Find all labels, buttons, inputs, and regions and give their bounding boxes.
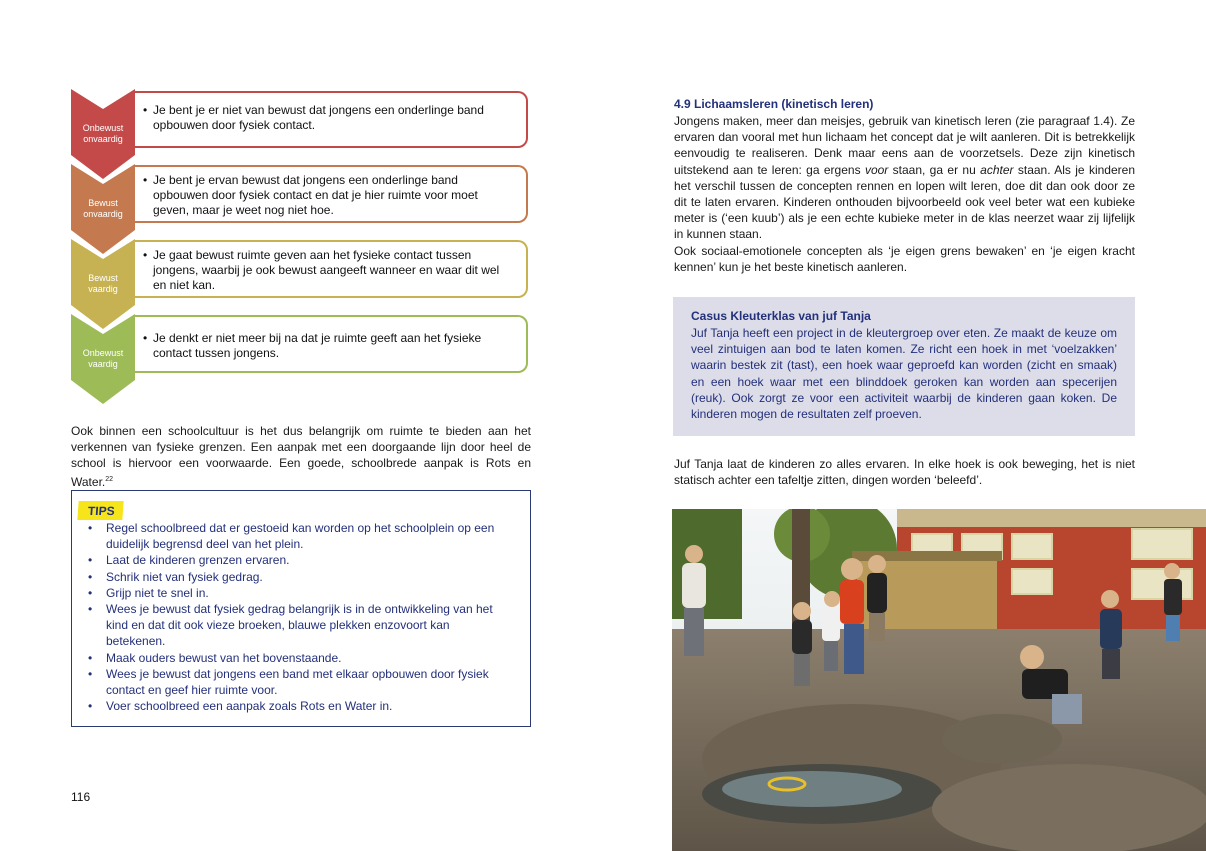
stage-text-1: Je bent je er niet van bewust dat jongens een onderlinge band opbouwen door fysiek contact. <box>153 103 484 132</box>
chevron-label-line2: vaardig <box>88 284 118 294</box>
tip-item: • Wees je bewust dat fysiek gedrag belangrijk is in de ontwikkeling van het kind en dat dit ook vieze broeken, blauwe plekken enzovoort kan betekenen. <box>86 601 512 650</box>
tip-item: • Maak ouders bewust van het bovenstaande. <box>86 650 512 666</box>
tip-item: • Grijp niet te snel in. <box>86 585 512 601</box>
tip-item: • Regel schoolbreed dat er gestoeid kan worden op het schoolplein op een duidelijk begrensd deel van het plein. <box>86 520 512 552</box>
page-number: 116 <box>71 790 91 804</box>
chevron-label-line1: Bewust <box>88 273 118 283</box>
chevron-label-line1: Bewust <box>88 198 118 208</box>
tips-title: TIPS <box>77 501 123 520</box>
section-p1-emphasis-voor: voor <box>864 162 889 177</box>
section-p1-text-b: staan, ga er nu <box>888 162 981 177</box>
tip-item: • Voer schoolbreed een aanpak zoals Rots en Water in. <box>86 698 512 714</box>
tips-box <box>71 490 531 727</box>
section-paragraph-1 <box>674 113 1135 243</box>
bullet: • <box>143 173 148 187</box>
section-heading: 4.9 Lichaamsleren (kinetisch leren) <box>674 97 874 111</box>
bullet: • <box>143 103 148 117</box>
casus-title: Casus Kleuterklas van juf Tanja <box>691 309 871 323</box>
stage-text-2: Je bent je ervan bewust dat jongens een onderlinge band opbouwen door fysiek contact en dat je hier ruimte voor moet geven, maar je weet nog niet hoe. <box>153 173 478 217</box>
stage-chevron-4 <box>71 314 135 404</box>
chevron-label-line2: onvaardig <box>83 209 123 219</box>
stage-box-1 <box>133 91 528 148</box>
tip-item: • Schrik niet van fysiek gedrag. <box>86 569 512 585</box>
chevron-label-line2: vaardig <box>88 359 118 369</box>
left-paragraph-text: Ook binnen een schoolcultuur is het dus belangrijk om ruimte te bieden aan het verkennen van fysieke grenzen. Een aanpak met een doorgaande lijn door heel de school is hiervoor een voorwaarde. Een goede, schoolbrede aanpak is Rots en Water. <box>71 424 531 489</box>
section-paragraph-2: Ook sociaal-emotionele concepten als ‘je eigen grens bewaken’ en ‘je eigen kracht kennen’ kun je het beste kinetisch aanleren. <box>674 244 1135 275</box>
section-p1-emphasis-achter: achter <box>980 162 1014 177</box>
chevron-label-line1: Onbewust <box>82 123 124 133</box>
section-p1-text-a: Jongens maken, meer dan meisjes, gebruik van kinetisch leren (zie paragraaf 1.4). Ze ervaren dan vooral met hun lichaam het concept dat je wilt aanleren. Dit is betrekkelijk eenvoudig te realiseren. Denk maar eens aan de voorzetsels. Deze zijn kinetisch uitstekend aan te leren: ga ergens <box>674 114 1135 177</box>
section-p1-text-c: staan. Als je kinderen het verschil tussen de concepten rennen en lopen wilt leren, doe dit dan ook door ze dit te laten ervaren. Kinderen onthouden bijvoorbeeld ook veel beter wat een kubieke meter is (‘een kuub’) als je een echte kubieke meter in de klas neerzet waar zij lijfelijk in kunnen staan. <box>674 162 1136 242</box>
chevron-label-line2: onvaardig <box>83 134 123 144</box>
stage-box-4 <box>133 315 528 373</box>
bullet: • <box>143 331 148 345</box>
bullet: • <box>143 248 148 262</box>
footnote-ref: 22 <box>105 475 114 483</box>
playground-photo <box>672 509 1206 851</box>
stage-box-2 <box>133 165 528 223</box>
stage-text-4: Je denkt er niet meer bij na dat je ruimte geeft aan het fysieke contact tussen jongens. <box>153 331 482 360</box>
tips-list <box>86 520 512 714</box>
tip-item: • Laat de kinderen grenzen ervaren. <box>86 552 512 568</box>
tip-item: • Wees je bewust dat jongens een band met elkaar opbouwen door fysiek contact en geef hier ruimte voor. <box>86 666 512 698</box>
stage-text-3: Je gaat bewust ruimte geven aan het fysieke contact tussen jongens, waarbij je ook bewust aangeeft wanneer en waar dit wel en niet kan. <box>153 248 500 292</box>
casus-box <box>673 297 1135 436</box>
after-casus-paragraph: Juf Tanja laat de kinderen zo alles ervaren. In elke hoek is ook beweging, het is niet statisch achter een tafeltje zitten, dingen worden ‘beleefd’. <box>674 457 1135 488</box>
left-paragraph <box>71 423 531 490</box>
chevron-label-line1: Onbewust <box>82 348 124 358</box>
casus-text: Juf Tanja heeft een project in de kleutergroep over eten. Ze maakt de keuze om veel zintuigen aan bod te laten komen. Ze richt een hoek in met ‘voelzakken’ waarin bestek zit (tast), een hoek waar geproefd kan worden (zicht en smaak) en een hoek waar met een blinddoek geroken kan worden aan specerijen (reuk). Ook zorgt ze voor een activiteit waarbij de kinderen gaan koken. De kinderen mogen de resultaten zelf proeven. <box>691 326 1117 422</box>
stage-box-3 <box>133 240 528 298</box>
